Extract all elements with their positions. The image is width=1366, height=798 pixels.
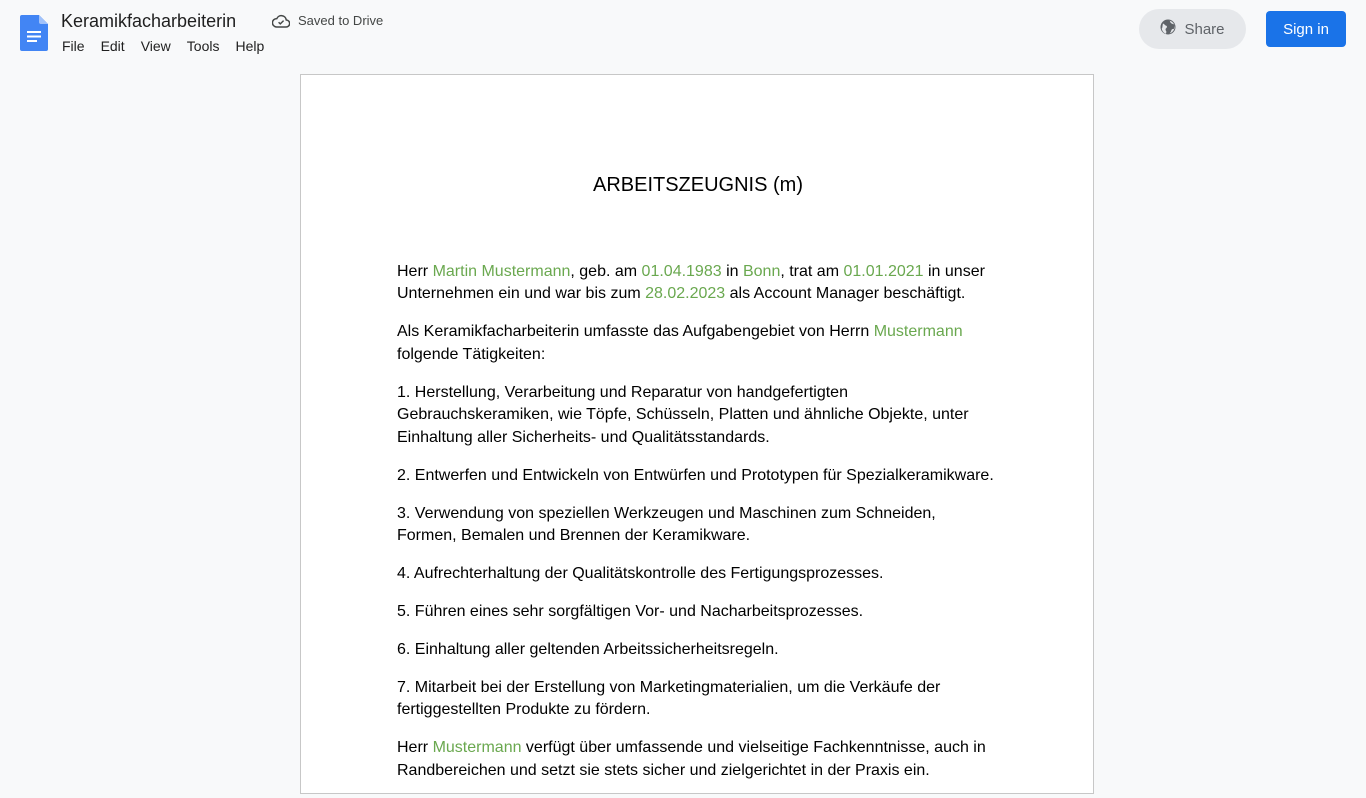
document-heading: ARBEITSZEUGNIS (m) — [592, 174, 803, 196]
menu-edit[interactable]: Edit — [100, 38, 125, 54]
document-title[interactable]: Keramikfacharbeiterin — [61, 11, 237, 31]
employee-surname: Mustermann — [873, 323, 963, 341]
menu-view[interactable]: View — [140, 38, 171, 54]
task-item-1: 1. Herstellung, Verarbeitung und Reparatur von handgefertigten Gebrauchskeramiken, wie Töpfe, Schüsseln, Platten und ähnliche Objekte, unter Einhaltung aller Sicherheits- und Qualitätsstandards. — [397, 383, 969, 446]
save-status-label: Saved to Drive — [298, 13, 384, 28]
cloud-done-icon — [272, 14, 290, 28]
menu-bar — [54, 36, 272, 56]
task-item-3: 3. Verwendung von speziellen Werkzeugen und Maschinen zum Schneiden, Formen, Bemalen und Brennen der Keramikware. — [397, 504, 936, 545]
employee-name: Martin Mustermann — [432, 263, 571, 280]
paragraph-expertise: Herr Mustermann verfügt über umfassende und vielseitige Fachkenntnisse, auch in Randbereichen und setzt sie stets sicher und zielgerichtet in der Praxis ein. — [397, 739, 986, 779]
top-bar — [0, 0, 1366, 64]
paragraph-tasks-intro: Als Keramikfacharbeiterin umfasste das Aufgabengebiet von Herrn Mustermann folgende Tätigkeiten: — [397, 323, 963, 363]
task-item-2: 2. Entwerfen und Entwickeln von Entwürfen und Prototypen für Spezialkeramikware. — [397, 466, 994, 484]
google-docs-logo-icon[interactable] — [20, 15, 48, 51]
start-date: 01.01.2021 — [843, 263, 924, 280]
save-status[interactable] — [272, 13, 383, 28]
share-label: Share — [1184, 20, 1225, 38]
document-body — [397, 261, 999, 798]
task-item-7: 7. Mitarbeit bei der Erstellung von Marketingmaterialien, um die Verkäufe der fertiggestellten Produkte zu fördern. — [397, 679, 941, 719]
menu-file[interactable]: File — [62, 38, 85, 54]
menu-tools[interactable]: Tools — [186, 38, 220, 54]
task-item-5: 5. Führen eines sehr sorgfältigen Vor- und Nacharbeitsprozesses. — [397, 603, 864, 621]
employee-surname: Mustermann — [432, 739, 522, 757]
sign-in-button[interactable]: Sign in — [1266, 11, 1346, 47]
share-button[interactable] — [1139, 9, 1246, 49]
birth-date: 01.04.1983 — [641, 263, 722, 280]
paragraph-employment: Herr Martin Mustermann, geb. am 01.04.1983 in Bonn, trat am 01.01.2021 in unser Unternehmen ein und war bis zum 28.02.2023 als Account Manager beschäftigt. — [397, 263, 985, 303]
birth-place: Bonn — [742, 263, 781, 280]
menu-help[interactable]: Help — [235, 38, 265, 54]
end-date: 28.02.2023 — [645, 285, 726, 303]
globe-icon — [1160, 19, 1176, 39]
task-item-4: 4. Aufrechterhaltung der Qualitätskontrolle des Fertigungsprozesses. — [397, 565, 884, 583]
document-page[interactable] — [300, 74, 1094, 794]
task-item-6: 6. Einhaltung aller geltenden Arbeitssicherheitsregeln. — [397, 641, 779, 659]
